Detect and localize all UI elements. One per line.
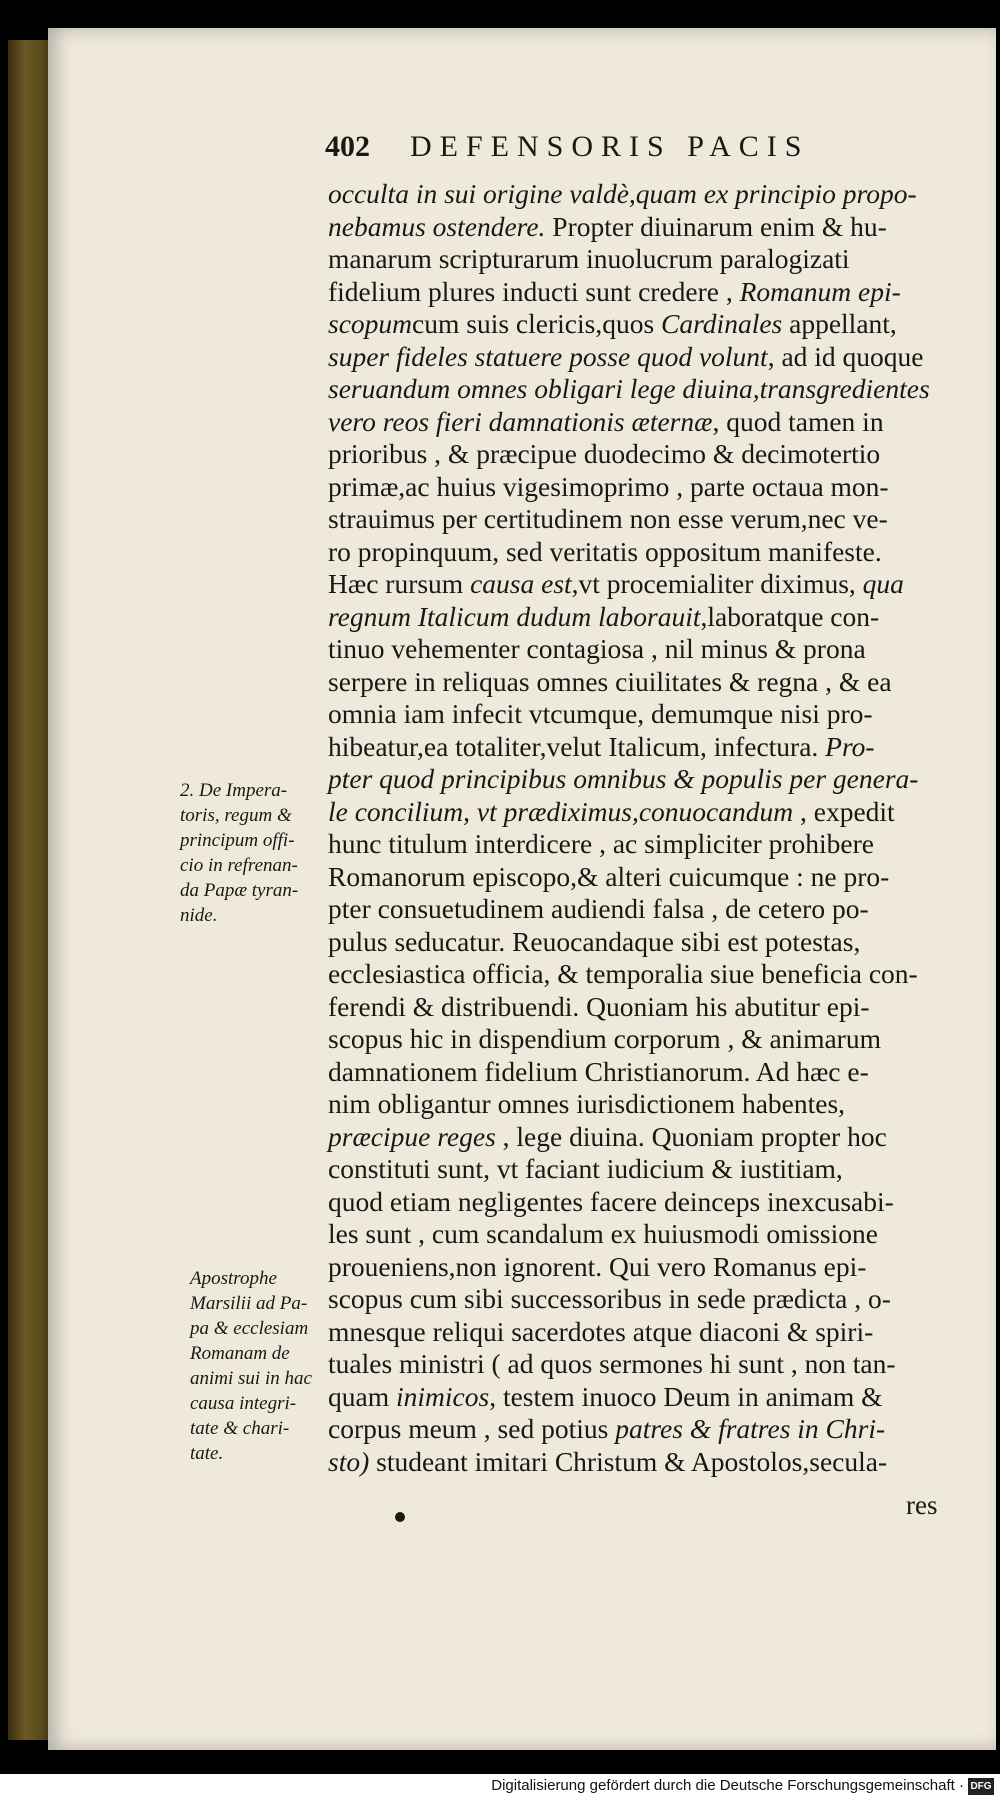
text-run: strauimus per certitudinem non esse verum,nec ve- <box>328 503 888 534</box>
text-run: ro propinquum, sed veritatis oppositum manifeste. <box>328 535 882 567</box>
text-line <box>328 1251 938 1284</box>
margin-note-line: animi sui in hac <box>190 1368 312 1389</box>
text-line <box>328 763 938 796</box>
text-run: primæ,ac huius vigesimoprimo , parte octaua mon- <box>328 470 889 502</box>
text-run: mnesque reliqui sacerdotes atque diaconi & spiri- <box>328 1315 874 1347</box>
running-title: DEFENSORIS PACIS <box>410 130 810 163</box>
text-line <box>328 373 938 406</box>
text-run: cum suis clericis,quos <box>412 308 662 339</box>
text-run: Hæc rursum <box>328 568 471 599</box>
margin-note-line: Romanam de <box>190 1343 290 1364</box>
italic-text-run: occulta in sui origine valdè,quam ex principio propo- <box>328 178 917 209</box>
text-line <box>328 178 938 211</box>
text-run: , lege diuina. Quoniam propter hoc <box>495 1120 887 1152</box>
text-run: , expedit <box>793 795 895 827</box>
text-line <box>328 731 938 764</box>
margin-note-line: da Papæ tyran- <box>180 880 299 901</box>
text-run: ecclesiastica officia, & temporalia siue beneficia con- <box>328 958 918 989</box>
text-run: tuales ministri ( ad quos sermones hi sunt , non tan- <box>328 1348 896 1379</box>
text-line <box>328 1283 938 1316</box>
text-line <box>328 1023 938 1056</box>
footer-bar <box>0 1774 1000 1800</box>
italic-text-run: nebamus ostendere. <box>328 210 546 242</box>
margin-note-apostrophe <box>190 1266 340 1466</box>
page-header <box>325 130 925 170</box>
text-run: quam <box>328 1380 396 1412</box>
text-line <box>328 926 938 959</box>
text-run: pter consuetudinem audiendi falsa , de cetero po- <box>328 893 869 924</box>
text-line <box>328 1153 938 1186</box>
italic-text-run: scopum <box>328 308 413 339</box>
text-line <box>328 503 938 536</box>
margin-note-line: tate & chari- <box>190 1418 290 1439</box>
dfg-logo-icon: DFG <box>968 1778 994 1795</box>
text-line <box>328 276 938 309</box>
text-line <box>328 893 938 926</box>
margin-note-line: nide. <box>180 905 218 926</box>
text-line <box>328 796 938 829</box>
text-run: omnia iam infecit vtcumque, demumque nisi pro- <box>328 698 873 729</box>
folio-number: 402 <box>325 130 370 163</box>
text-line <box>328 666 938 699</box>
italic-text-run: Pro- <box>825 730 875 762</box>
text-line <box>328 698 938 731</box>
text-run: les sunt , cum scandalum ex huiusmodi omissione <box>328 1218 878 1249</box>
text-run: hibeatur,ea totaliter,velut Italicum, infectura. <box>328 730 826 762</box>
text-line <box>328 958 938 991</box>
margin-note-line: toris, regum & <box>180 805 292 826</box>
italic-text-run: seruandum omnes obligari lege diuina,transgredientes <box>328 373 930 404</box>
italic-text-run: præcipue reges <box>328 1120 496 1152</box>
text-line <box>328 406 938 439</box>
text-run: ,laboratque con- <box>700 600 880 632</box>
italic-text-run: causa est <box>470 568 572 599</box>
text-line <box>328 308 938 341</box>
text-run: nim obligantur omnes iurisdictionem habentes, <box>328 1088 846 1119</box>
text-line <box>328 1446 938 1479</box>
text-line <box>328 1413 938 1446</box>
text-run: scopus cum sibi successoribus in sede prædicta , o- <box>328 1283 891 1314</box>
text-run: Romanorum episcopo,& alteri cuicumque : ne pro- <box>328 860 890 892</box>
text-run: Propter diuinarum enim & hu- <box>545 210 887 242</box>
margin-note-line: causa integri- <box>190 1393 297 1414</box>
text-run: ferendi & distribuendi. Quoniam his abutitur epi- <box>328 990 870 1022</box>
text-line <box>328 1056 938 1089</box>
text-run: , quod tamen in <box>712 405 884 437</box>
text-run: pulus seducatur. Reuocandaque sibi est potestas, <box>328 925 861 957</box>
text-run: fidelium plures inducti sunt credere , <box>328 275 740 307</box>
text-run: prioribus , & præcipue duodecimo & decimotertio <box>328 438 881 469</box>
text-run: ,vt procemialiter diximus, <box>571 568 863 599</box>
text-line <box>328 1121 938 1154</box>
text-run: studeant imitari Christum & Apostolos,secula- <box>369 1445 888 1477</box>
text-run: damnationem fidelium Christianorum. Ad hæc e- <box>328 1055 869 1087</box>
italic-text-run: Romanum epi- <box>739 275 901 307</box>
text-line <box>328 536 938 569</box>
text-run: serpere in reliquas omnes ciuilitates & regna , & ea <box>328 665 892 697</box>
text-run: tinuo vehementer contagiosa , nil minus & prona <box>328 633 866 664</box>
footer-credit: Digitalisierung gefördert durch die Deutsche Forschungsgemeinschaft · <box>491 1777 964 1794</box>
margin-note-line: 2. De Impera- <box>180 780 288 801</box>
italic-text-run: regnum Italicum dudum laborauit <box>328 600 701 632</box>
italic-text-run: pter quod principibus omnibus & populis per genera- <box>328 763 919 794</box>
text-line <box>328 633 938 666</box>
text-run: hunc titulum interdicere , ac simpliciter prohibere <box>328 828 874 859</box>
text-line <box>328 861 938 894</box>
catchword: res <box>906 1490 938 1520</box>
text-run: manarum scripturarum inuolucrum paralogizati <box>328 243 850 274</box>
text-line <box>328 1218 938 1251</box>
italic-text-run: super fideles statuere posse quod volunt <box>328 340 768 372</box>
text-run: , ad id quoque <box>767 340 924 372</box>
margin-note-line: cio in refrenan- <box>180 855 298 876</box>
text-run: proueniens,non ignorent. Qui vero Romanus epi- <box>328 1250 867 1282</box>
margin-note-line: principum offi- <box>180 830 295 851</box>
text-line <box>328 471 938 504</box>
margin-note-line: Apostrophe <box>190 1268 277 1289</box>
text-line <box>328 991 938 1024</box>
italic-text-run: sto) <box>328 1445 370 1477</box>
ornament-dot <box>395 1512 405 1522</box>
text-run: quod etiam negligentes facere deinceps inexcusabi- <box>328 1185 894 1217</box>
text-line <box>328 1316 938 1349</box>
italic-text-run: qua <box>862 568 904 599</box>
margin-note-line: Marsilii ad Pa- <box>190 1293 308 1314</box>
italic-text-run: inimicos <box>395 1380 490 1412</box>
text-line <box>328 211 938 244</box>
italic-text-run: vero reos fieri damnationis æternæ <box>328 405 713 437</box>
text-run: constituti sunt, vt faciant iudicium & iustitiam, <box>328 1153 843 1184</box>
text-run: scopus hic in dispendium corporum , & animarum <box>328 1023 881 1054</box>
text-line <box>328 828 938 861</box>
text-line <box>328 341 938 374</box>
text-line <box>328 1348 938 1381</box>
text-line <box>328 1186 938 1219</box>
margin-note-line: tate. <box>190 1443 224 1464</box>
italic-text-run: Cardinales <box>661 308 783 339</box>
text-line <box>328 601 938 634</box>
margin-note-line: pa & ecclesiam <box>190 1318 309 1339</box>
text-run: corpus meum , sed potius <box>328 1413 616 1444</box>
margin-note-tyranny <box>180 778 330 928</box>
text-line <box>328 1088 938 1121</box>
italic-text-run: patres & fratres in Chri- <box>615 1413 886 1444</box>
text-line <box>328 568 938 601</box>
text-line <box>328 438 938 471</box>
text-run: appellant, <box>782 308 897 339</box>
text-line <box>328 1381 938 1414</box>
main-text-block <box>328 178 938 1478</box>
text-run: , testem inuoco Deum in animam & <box>489 1380 883 1412</box>
text-line <box>328 243 938 276</box>
italic-text-run: le concilium, vt prædiximus,conuocandum <box>328 795 794 827</box>
